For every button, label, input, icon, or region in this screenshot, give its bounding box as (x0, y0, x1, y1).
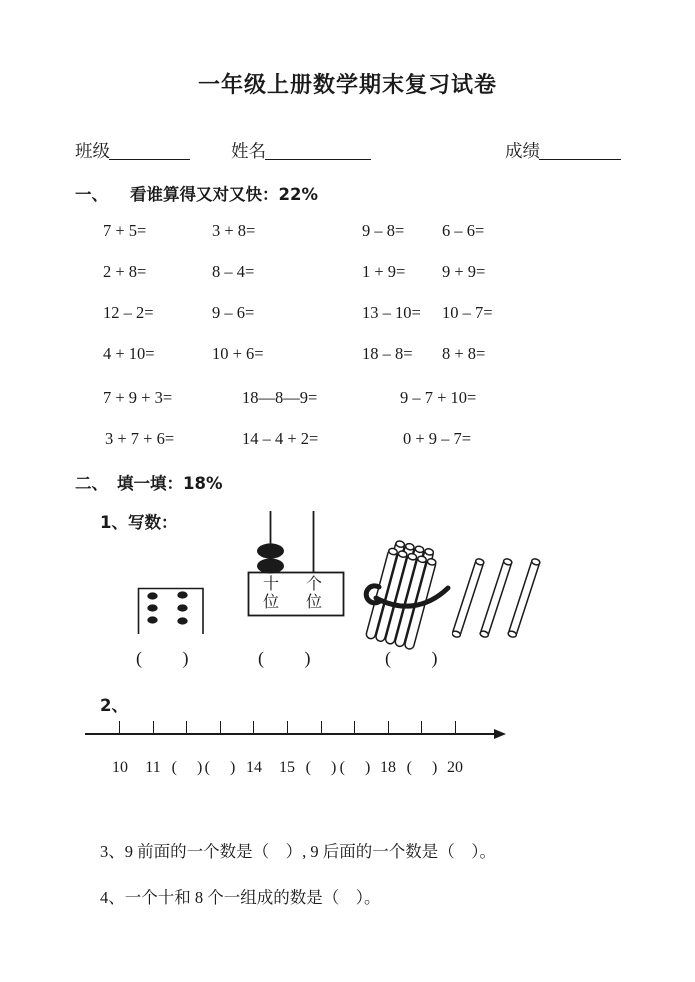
number-line-tick (287, 721, 288, 734)
problem-cell: 0 + 9 – 7= (403, 429, 472, 448)
abacus-tens-label: 十位 (262, 576, 279, 611)
number-line-label: 20 (447, 759, 463, 776)
number-line-tick (186, 721, 187, 734)
number-line (85, 733, 497, 735)
number-line-tick (153, 721, 154, 734)
problem-cell: 9 – 7 + 10= (400, 388, 477, 407)
q2-label: 2、 (100, 696, 128, 715)
problem-cell: 9 – 6= (212, 303, 255, 322)
problem-cell: 7 + 9 + 3= (103, 388, 173, 407)
problem-cell: 3 + 7 + 6= (105, 429, 175, 448)
answer-blank: ( ) (385, 648, 438, 668)
problem-cell: 14 – 4 + 2= (242, 429, 319, 448)
class-underline (109, 143, 190, 160)
number-line-label: 15 (279, 759, 295, 776)
problem-cell: 4 + 10= (103, 344, 155, 363)
problem-cell: 9 – 8= (362, 221, 405, 240)
loose-sticks-icon (452, 550, 547, 653)
number-line-tick (388, 721, 389, 734)
section1-heading: 看谁算得又对又快：22% (130, 185, 318, 204)
section1-number: 一、 (75, 185, 108, 204)
section2-heading: 填一填：18% (117, 474, 223, 493)
page-title: 一年级上册数学期末复习试卷 (197, 73, 497, 98)
problem-cell: 6 – 6= (442, 221, 485, 240)
problem-cell: 13 – 10= (362, 303, 421, 322)
class-label: 班级 (75, 141, 110, 161)
problem-cell: 8 – 4= (212, 262, 255, 281)
problem-cell: 18—8—9= (242, 388, 318, 407)
number-line-tick (455, 721, 456, 734)
problem-cell: 3 + 8= (212, 221, 256, 240)
problem-cell: 8 + 8= (442, 344, 486, 363)
number-line-label: 10 (112, 759, 128, 776)
score-label: 成绩 (505, 141, 540, 161)
problem-cell: 18 – 8= (362, 344, 413, 363)
number-line-label: ( ) (339, 759, 371, 776)
number-line-label: 14 (246, 759, 262, 776)
problem-cell: 10 + 6= (212, 344, 264, 363)
problem-cell: 2 + 8= (103, 262, 147, 281)
abacus-icon (245, 507, 350, 619)
number-line-label: ( ) (406, 759, 438, 776)
problem-cell: 10 – 7= (442, 303, 493, 322)
q1-write-numbers-label: 1、写数： (100, 513, 178, 532)
number-line-label: ( ) (204, 759, 236, 776)
q3-text: 3、9 前面的一个数是（ ）, 9 后面的一个数是（ ）。 (100, 842, 496, 861)
answer-blank: ( ) (258, 648, 311, 668)
name-label: 姓名 (231, 141, 266, 161)
problem-cell: 1 + 9= (362, 262, 406, 281)
number-line-label: ( ) (171, 759, 203, 776)
number-line-tick (253, 721, 254, 734)
number-line-arrow-icon (494, 729, 506, 739)
number-line-tick (220, 721, 221, 734)
number-line-tick (321, 721, 322, 734)
q4-text: 4、一个十和 8 个一组成的数是（ ）。 (100, 888, 381, 907)
answer-blank: ( ) (136, 648, 189, 668)
problem-cell: 7 + 5= (103, 221, 147, 240)
name-underline (265, 143, 371, 160)
problem-cell: 9 + 9= (442, 262, 486, 281)
number-line-tick (119, 721, 120, 734)
score-underline (539, 143, 621, 160)
problem-cell: 12 – 2= (103, 303, 154, 322)
number-line-label: ( ) (305, 759, 337, 776)
sticks-bundle-icon (358, 540, 458, 658)
number-line-tick (421, 721, 422, 734)
number-line-tick (354, 721, 355, 734)
section2-number: 二、 (75, 474, 108, 493)
number-line-label: 18 (380, 759, 396, 776)
dice-card-icon (137, 587, 205, 635)
abacus-ones-label: 个位 (305, 576, 322, 611)
number-line-label: 11 (145, 759, 161, 776)
